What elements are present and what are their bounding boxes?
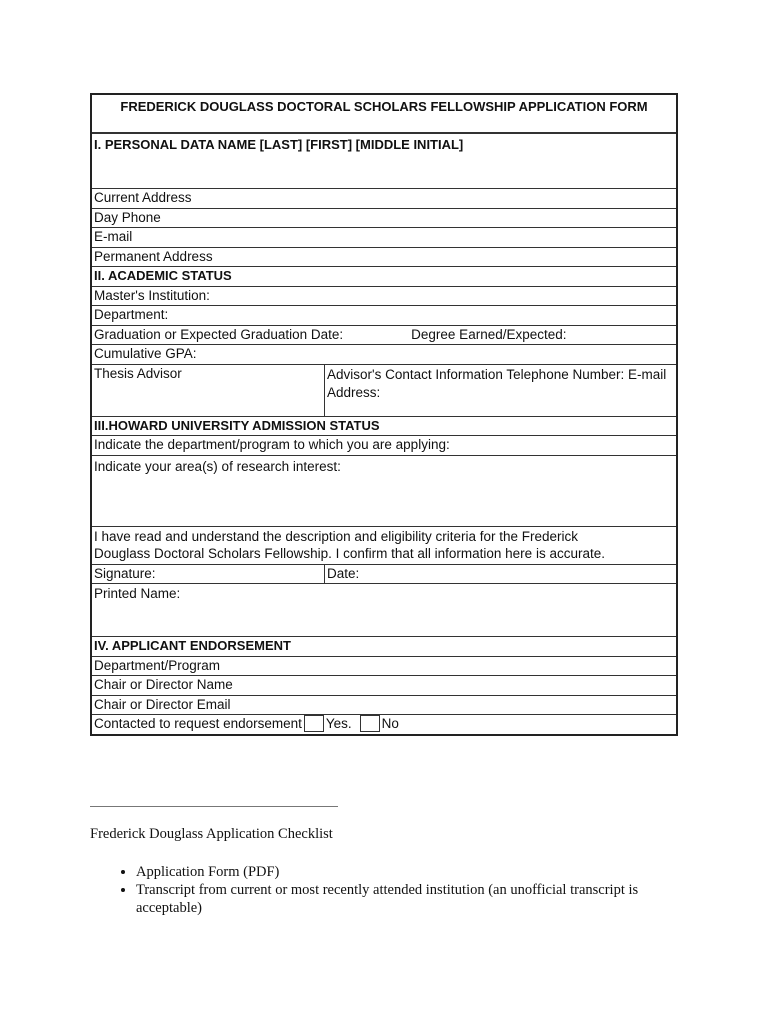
printed-name-label: Printed Name: <box>94 586 181 601</box>
academic-status-heading <box>92 266 676 286</box>
endorsement-heading <box>92 636 676 656</box>
thesis-advisor-field[interactable] <box>92 365 325 416</box>
masters-institution-label: Master's Institution: <box>94 287 210 303</box>
department-label: Department: <box>94 307 169 322</box>
current-address-label: Current Address <box>94 190 192 205</box>
department-field[interactable] <box>92 305 676 325</box>
no-label: No <box>381 716 399 731</box>
day-phone-label: Day Phone <box>94 209 161 225</box>
admission-status-heading <box>92 416 676 436</box>
application-form <box>90 93 678 736</box>
masters-institution-field[interactable] <box>92 286 676 306</box>
graduation-date-field[interactable] <box>92 325 676 345</box>
research-interest-label: Indicate your area(s) of research interest: <box>94 458 341 474</box>
confirmation-statement: I have read and understand the description and eligibility criteria for the Frederick Douglass Doctoral Scholars Fellowship. I confirm that all information here is accurate. <box>94 528 605 561</box>
advisor-contact-field[interactable] <box>325 365 676 416</box>
current-address-field[interactable] <box>92 188 676 208</box>
thesis-advisor-row <box>92 364 676 416</box>
signature-row <box>92 564 676 584</box>
academic-status-heading-text: II. ACADEMIC STATUS <box>94 268 232 283</box>
date-label: Date: <box>327 565 360 581</box>
endorsement-department-label: Department/Program <box>94 657 221 673</box>
checklist-item: • Transcript from current or most recently attended institution (an unofficial transcript is acceptable) <box>136 881 690 917</box>
graduation-date-label: Graduation or Expected Graduation Date: <box>94 326 344 342</box>
chair-name-field[interactable] <box>92 675 676 695</box>
confirmation-row <box>92 526 676 564</box>
checklist-list <box>90 863 690 917</box>
personal-data-heading: I. PERSONAL DATA NAME [LAST] [FIRST] [MIDDLE INITIAL] <box>94 137 464 152</box>
research-interest-field[interactable] <box>92 455 676 526</box>
chair-name-label: Chair or Director Name <box>94 677 233 692</box>
signature-label: Signature: <box>94 565 156 581</box>
day-phone-field[interactable] <box>92 208 676 228</box>
admission-status-heading-text: III.HOWARD UNIVERSITY ADMISSION STATUS <box>94 417 380 433</box>
checklist-title: Frederick Douglass Application Checklist <box>90 826 333 842</box>
advisor-contact-label: Advisor's Contact Information Telephone Number: E-mail Address: <box>327 366 667 400</box>
endorsement-department-field[interactable] <box>92 656 676 676</box>
printed-name-field[interactable] <box>92 583 676 636</box>
footnote-divider <box>90 806 338 807</box>
form-title-text: FREDERICK DOUGLASS DOCTORAL SCHOLARS FELLOWSHIP APPLICATION FORM <box>120 99 648 114</box>
email-label: E-mail <box>94 229 133 244</box>
contacted-label: Contacted to request endorsement <box>94 716 302 731</box>
signature-field[interactable] <box>92 565 325 584</box>
endorsement-heading-text: IV. APPLICANT ENDORSEMENT <box>94 638 291 653</box>
permanent-address-label: Permanent Address <box>94 248 213 264</box>
email-field[interactable] <box>92 227 676 247</box>
personal-data-name-field[interactable] <box>92 133 676 188</box>
gpa-label: Cumulative GPA: <box>94 346 197 361</box>
application-checklist <box>90 826 690 917</box>
no-checkbox[interactable] <box>360 715 380 732</box>
chair-email-field[interactable] <box>92 695 676 715</box>
gpa-field[interactable] <box>92 344 676 364</box>
yes-checkbox[interactable] <box>304 715 324 732</box>
chair-email-label: Chair or Director Email <box>94 696 231 712</box>
date-field[interactable] <box>325 565 676 584</box>
thesis-advisor-label: Thesis Advisor <box>94 365 182 381</box>
department-applying-field[interactable] <box>92 435 676 455</box>
yes-label: Yes. <box>325 716 352 731</box>
permanent-address-field[interactable] <box>92 247 676 267</box>
degree-label: Degree Earned/Expected: <box>411 326 567 342</box>
department-applying-label: Indicate the department/program to which you are applying: <box>94 437 450 452</box>
contacted-row <box>92 714 676 734</box>
checklist-item: • Application Form (PDF) <box>136 863 690 881</box>
form-title <box>92 95 676 133</box>
